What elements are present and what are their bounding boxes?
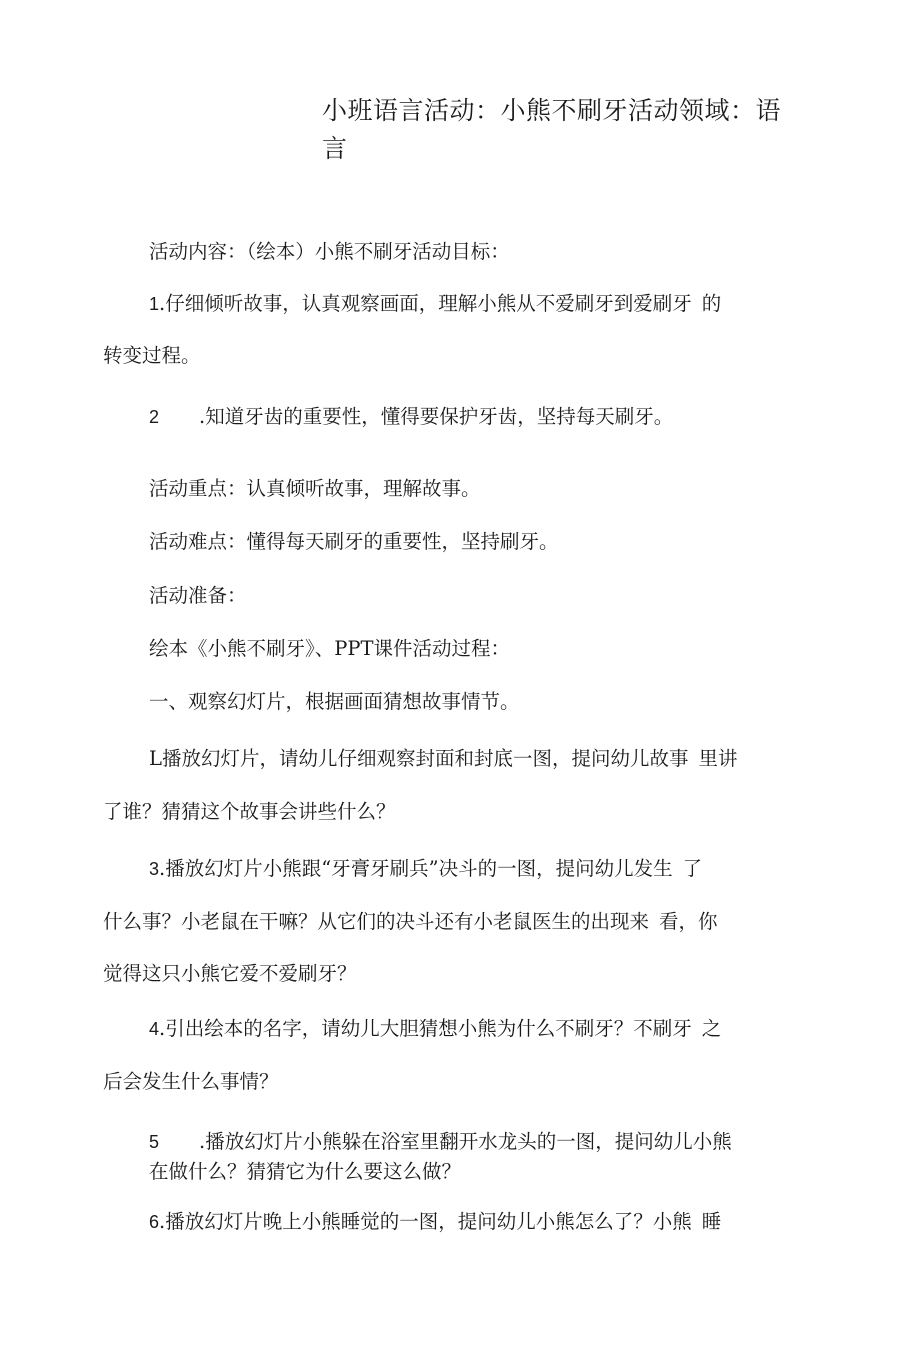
preparation: 活动准备： xyxy=(149,584,247,607)
key-point: 活动重点：认真倾听故事，理解故事。 xyxy=(149,477,481,500)
goal-1-number: 1 xyxy=(149,294,160,314)
title-line-2: 言 xyxy=(322,134,348,163)
step-1-tail: 里讲 xyxy=(698,747,738,770)
step-5-line-1 xyxy=(149,1128,732,1156)
step-3-text-2: 什么事？小老鼠在干嘛？从它们的决斗还有小老鼠医生的出现来 xyxy=(103,910,650,933)
step-6-text: .播放幻灯片晚上小熊睡觉的一图，提问幼儿小熊怎么了？小熊 xyxy=(159,1210,692,1233)
step-3-tail-2: 看，你 xyxy=(659,910,718,933)
step-3-line-2 xyxy=(103,908,718,936)
document-title xyxy=(322,92,822,168)
step-4-line-1 xyxy=(149,1015,721,1043)
step-4-number: 4 xyxy=(149,1019,160,1039)
step-6-tail: 睡 xyxy=(701,1210,722,1233)
step-6-number: 6 xyxy=(149,1212,160,1232)
section-1-heading: 一、观察幻灯片，根据画面猜想故事情节。 xyxy=(149,690,520,713)
materials: 绘本《小熊不刷牙》、PPT课件活动过程： xyxy=(149,637,510,660)
step-3-number: 3 xyxy=(149,859,160,879)
step-3-line-3: 觉得这只小熊它爱不爱刷牙？ xyxy=(103,962,357,985)
step-1-text: L播放幻灯片，请幼儿仔细观察封面和封底一图，提问幼儿故事 xyxy=(149,747,689,770)
goal-1-tail: 的 xyxy=(701,292,722,315)
step-3-text: .播放幻灯片小熊跟“牙膏牙刷兵”决斗的一图，提问幼儿发生 xyxy=(159,857,673,880)
step-1-line-2: 了谁？猜猜这个故事会讲些什么？ xyxy=(103,800,396,823)
activity-content: 活动内容：（绘本）小熊不刷牙活动目标： xyxy=(149,240,510,263)
step-5-text: .播放幻灯片小熊躲在浴室里翻开水龙头的一图，提问幼儿小熊 xyxy=(199,1130,732,1153)
step-1-line-1 xyxy=(149,745,737,773)
goal-1-line-1 xyxy=(149,290,721,318)
goal-2 xyxy=(149,403,673,431)
step-5-line-2: 在做什么？猜猜它为什么要这么做？ xyxy=(149,1160,462,1183)
difficulty: 活动难点：懂得每天刷牙的重要性，坚持刷牙。 xyxy=(149,530,559,553)
goal-2-number: 2 xyxy=(149,407,160,427)
goal-1-text: .仔细倾听故事，认真观察画面，理解小熊从不爱刷牙到爱刷牙 xyxy=(159,292,692,315)
step-4-tail: 之 xyxy=(701,1017,722,1040)
step-6-line-1 xyxy=(149,1208,721,1236)
step-5-number: 5 xyxy=(149,1132,160,1152)
goal-1-line-2: 转变过程。 xyxy=(103,344,201,367)
step-4-text: .引出绘本的名字，请幼儿大胆猜想小熊为什么不刷牙？不刷牙 xyxy=(159,1017,692,1040)
step-3-tail: 了 xyxy=(682,857,703,880)
goal-2-text: .知道牙齿的重要性，懂得要保护牙齿，坚持每天刷牙。 xyxy=(199,405,674,428)
step-3-line-1 xyxy=(149,855,702,883)
title-line-1: 小班语言活动：小熊不刷牙活动领域：语 xyxy=(322,96,782,125)
step-4-line-2: 后会发生什么事情？ xyxy=(103,1070,279,1093)
